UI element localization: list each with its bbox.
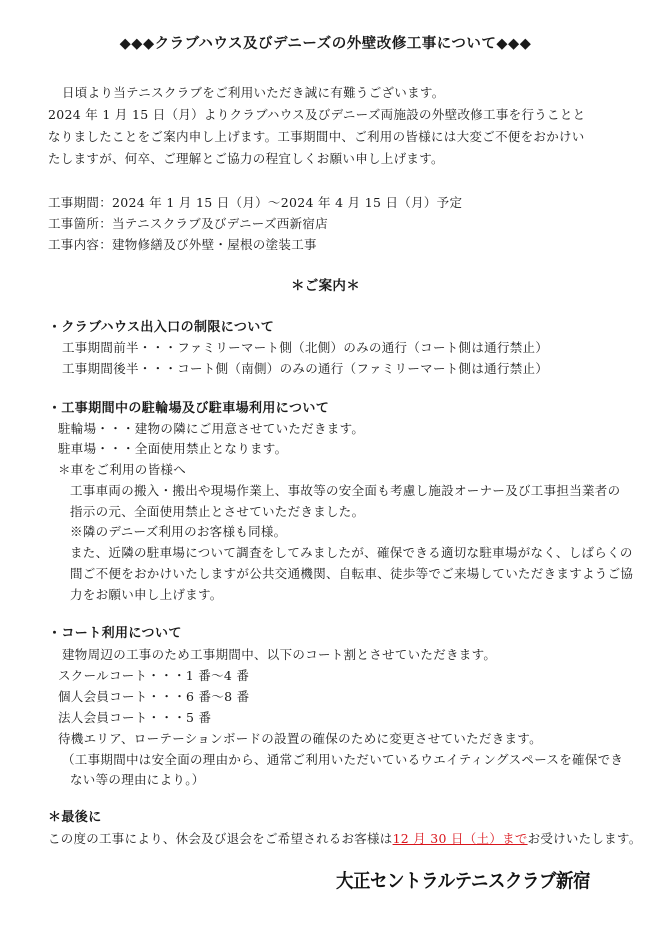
parking-line: 駐輪場・・・建物の隣にご用意させていただきます。 [58, 421, 365, 436]
parking-line: 力をお願い申し上げます。 [70, 587, 223, 602]
parking-line: ＊車をご利用の皆様へ [58, 462, 187, 477]
detail-content: 工事内容：建物修繕及び外壁・屋根の塗装工事 [48, 237, 317, 252]
courts-line: スクールコート・・・1 番～4 番 [58, 668, 250, 683]
intro-line: なりましたことをご案内申し上げます。工事期間中、ご利用の皆様には大変ご不便をおかけい [48, 129, 585, 144]
intro-line: 日頃より当テニスクラブをご利用いただき誠に有難うございます。 [62, 85, 445, 100]
parking-line: 指示の元、全面使用禁止とさせていただきました。 [70, 504, 365, 519]
section-heading-courts: ・コート利用について [48, 626, 182, 641]
guide-heading: ＊ご案内＊ [291, 278, 360, 294]
section-heading-entrance: ・クラブハウス出入口の制限について [48, 320, 275, 335]
courts-line: 待機エリア、ローテーションボードの設置の確保のために変更させていただきます。 [58, 731, 542, 746]
courts-line: （工事期間中は安全面の理由から、通常ご利用いただいているウエイティングスペースを確保でき [62, 752, 624, 767]
detail-location: 工事箇所：当テニスクラブ及びデニーズ西新宿店 [48, 216, 328, 231]
intro-line: たしますが、何卒、ご理解とご協力の程宜しくお願い申し上げます。 [48, 151, 444, 166]
courts-line: 建物周辺の工事のため工事期間中、以下のコート割とさせていただきます。 [62, 647, 497, 662]
club-logo: 大正セントラルテニスクラブ新宿 [336, 870, 591, 892]
section-heading-closing: ＊最後に [48, 810, 102, 825]
closing-line [48, 829, 641, 849]
detail-period: 工事期間：2024 年 1 月 15 日（月）～2024 年 4 月 15 日（月）予定 [48, 195, 463, 210]
section-heading-parking: ・工事期間中の駐輪場及び駐車場利用について [48, 401, 330, 416]
courts-line: 法人会員コート・・・5 番 [58, 710, 212, 725]
parking-line: 駐車場・・・全面使用禁止となります。 [58, 441, 288, 456]
closing-text-before: この度の工事により、休会及び退会をご希望されるお客様は [48, 831, 393, 846]
parking-line: 工事車両の搬入・搬出や現場作業上、事故等の安全面も考慮し施設オーナー及び工事担当業者の [70, 483, 621, 498]
parking-line: 間ご不便をおかけいたしますが公共交通機関、自転車、徒歩等でご来場していただきますようご協 [70, 566, 634, 581]
notice-title: ◆◆◆クラブハウス及びデニーズの外壁改修工事について◆◆◆ [119, 35, 532, 52]
entrance-line: 工事期間前半・・・ファミリーマート側（北側）のみの通行（コート側は通行禁止） [62, 340, 549, 355]
parking-line: また、近隣の駐車場について調査をしてみましたが、確保できる適切な駐車場がなく、しばらくの [70, 545, 633, 560]
intro-line: 2024 年 1 月 15 日（月）よりクラブハウス及びデニーズ両施設の外壁改修工事を行うことと [48, 107, 586, 122]
courts-line: 個人会員コート・・・6 番～8 番 [58, 689, 250, 704]
entrance-line: 工事期間後半・・・コート側（南側）のみの通行（ファミリーマート側は通行禁止） [62, 361, 549, 376]
parking-line: ※隣のデニーズ利用のお客様も同様。 [70, 524, 287, 539]
closing-text-after: お受けいたします。 [527, 831, 642, 846]
deadline-highlight: 12 月 30 日（土）まで [392, 831, 528, 846]
courts-line: ない等の理由により。） [70, 772, 205, 787]
